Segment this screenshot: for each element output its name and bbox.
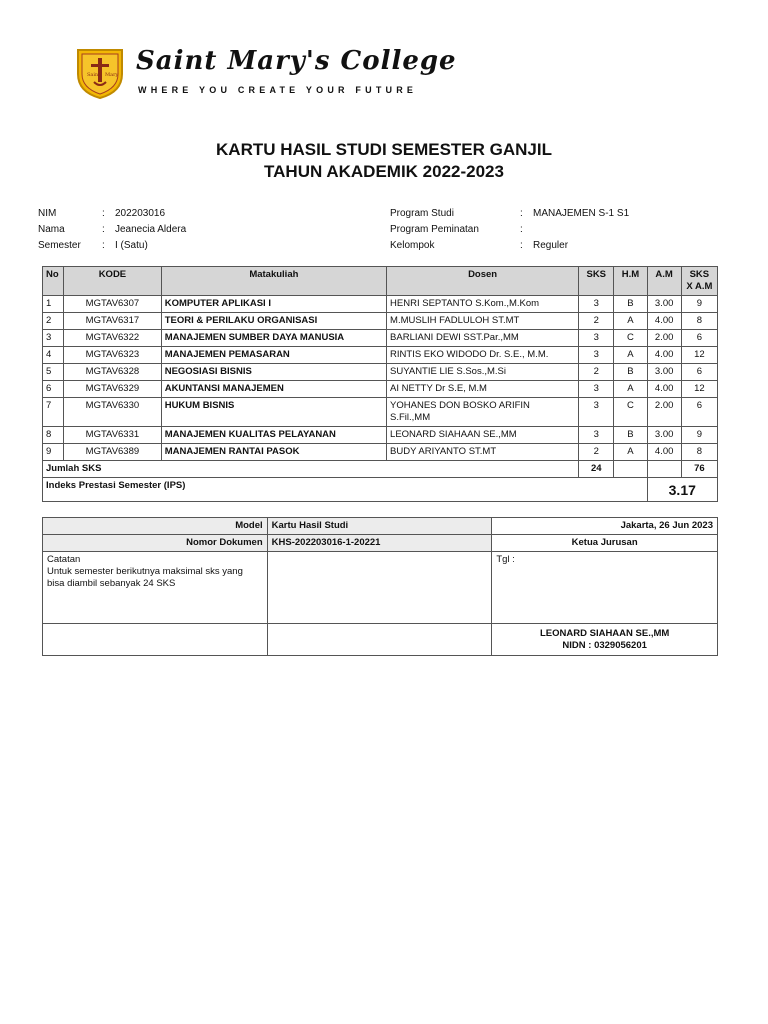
table-row [43,364,718,381]
cell-sks: 3 [579,330,614,347]
cell-dosen [387,296,579,313]
cell-am: 4.00 [647,381,681,398]
cell-sks: 3 [579,347,614,364]
cell-no: 3 [43,330,64,347]
letterhead [72,44,472,104]
semester-row: Semester : I (Satu) [38,238,186,254]
cell-matakuliah: AKUNTANSI MANAJEMEN [161,381,386,398]
cell-dosen [387,313,579,330]
cell-matakuliah: KOMPUTER APLIKASI I [161,296,386,313]
cell-no: 1 [43,296,64,313]
signer-cell [492,624,718,656]
dosen-line1: AI NETTY Dr S.E, M.M [390,383,487,394]
cell-am: 3.00 [647,296,681,313]
cell-hm: C [614,330,647,347]
cell-hm: B [614,427,647,444]
dosen-line1: YOHANES DON BOSKO ARIFIN [390,400,530,411]
cell-sks: 3 [579,296,614,313]
cell-matakuliah: NEGOSIASI BISNIS [161,364,386,381]
col-no: No [43,267,64,296]
jumlah-row [43,461,718,478]
prodi-value: MANAJEMEN S-1 S1 [533,208,630,219]
cell-am: 3.00 [647,427,681,444]
nomor-row [43,535,718,552]
dosen-line1: M.MUSLIH FADLULOH ST.MT [390,315,520,326]
nama-value: Jeanecia Aldera [115,224,187,235]
dosen-line1: SUYANTIE LIE S.Sos.,M.Si [390,366,506,377]
nama-label: Nama [38,224,65,235]
cell-dosen [387,381,579,398]
student-info-left [38,206,186,254]
jumlah-sks: 24 [579,461,614,478]
grades-table [42,266,718,502]
table-row [43,330,718,347]
model-row [43,518,718,535]
cell-sks: 3 [579,381,614,398]
svg-text:Mary: Mary [105,72,119,78]
table-row [43,427,718,444]
cell-kode: MGTAV6328 [64,364,162,381]
cell-kode: MGTAV6317 [64,313,162,330]
cell-hm: A [614,381,647,398]
table-header-row [43,267,718,296]
cell-kode: MGTAV6329 [64,381,162,398]
col-matakuliah: Matakuliah [161,267,386,296]
model-label: Model [43,518,268,535]
prodi-row: Program Studi : MANAJEMEN S-1 S1 [390,206,629,222]
ips-value: 3.17 [647,478,717,502]
dosen-line1: LEONARD SIAHAAN SE.,MM [390,429,517,440]
col-sks: SKS [579,267,614,296]
cell-no: 8 [43,427,64,444]
nim-value: 202203016 [115,208,166,219]
svg-text:Saint: Saint [87,72,101,78]
cell-am: 2.00 [647,398,681,427]
cell-dosen [387,330,579,347]
catatan-title: Catatan [47,554,81,565]
col-sks-am [681,267,717,296]
cell-matakuliah: MANAJEMEN SUMBER DAYA MANUSIA [161,330,386,347]
dosen-line1: BUDY ARIYANTO ST.MT [390,446,497,457]
cell-hm: B [614,364,647,381]
table-row [43,381,718,398]
document-title: KARTU HASIL STUDI SEMESTER GANJIL [216,140,552,159]
dosen-line1: BARLIANI DEWI SST.Par.,MM [390,332,519,343]
col-hm: H.M [614,267,647,296]
cell-hm: A [614,313,647,330]
nomor-label: Nomor Dokumen [43,535,268,552]
jumlah-label: Jumlah SKS [43,461,579,478]
col-kode: KODE [64,267,162,296]
nim-label: NIM [38,208,57,219]
table-row [43,398,718,427]
tgl-label: Tgl : [496,554,515,565]
cell-sks: 2 [579,364,614,381]
signer-row [43,624,718,656]
cell-sks-am: 9 [681,427,717,444]
cell-kode: MGTAV6322 [64,330,162,347]
col-sks-am-line1: SKS [689,269,710,280]
college-tagline: WHERE YOU CREATE YOUR FUTURE [138,85,418,95]
ips-row [43,478,718,502]
col-dosen: Dosen [387,267,579,296]
cell-kode: MGTAV6389 [64,444,162,461]
cell-no: 6 [43,381,64,398]
signer-nidn: NIDN : 0329056201 [562,639,647,651]
cell-hm: C [614,398,647,427]
cell-sks-am: 8 [681,444,717,461]
cell-matakuliah: MANAJEMEN PEMASARAN [161,347,386,364]
college-name: Saint Mary's College [136,46,457,76]
cell-hm: A [614,347,647,364]
cell-kode: MGTAV6323 [64,347,162,364]
catatan-line2: bisa diambil sebanyak 24 SKS [47,578,176,589]
cell-no: 7 [43,398,64,427]
semester-label: Semester [38,240,81,251]
dosen-line1: HENRI SEPTANTO S.Kom.,M.Kom [390,298,540,309]
dosen-line1: RINTIS EKO WIDODO Dr. S.E., M.M. [390,349,549,360]
kelompok-value: Reguler [533,240,569,251]
cell-dosen [387,444,579,461]
ketua-label: Ketua Jurusan [492,535,718,552]
nomor-value: KHS-202203016-1-20221 [267,535,492,552]
cell-matakuliah: TEORI & PERILAKU ORGANISASI [161,313,386,330]
table-row [43,347,718,364]
cell-sks-am: 6 [681,330,717,347]
cell-kode: MGTAV6331 [64,427,162,444]
cell-no: 5 [43,364,64,381]
student-info-right [390,206,629,254]
cell-sks-am: 12 [681,381,717,398]
semester-value: I (Satu) [115,240,148,251]
cell-hm: A [614,444,647,461]
catatan-cell [43,552,268,624]
nama-row: Nama : Jeanecia Aldera [38,222,186,238]
cell-matakuliah: MANAJEMEN RANTAI PASOK [161,444,386,461]
cell-no: 4 [43,347,64,364]
cell-am: 3.00 [647,364,681,381]
catatan-line1: Untuk semester berikutnya maksimal sks yang [47,566,243,577]
cell-kode: MGTAV6330 [64,398,162,427]
cell-sks-am: 9 [681,296,717,313]
academic-year-title: TAHUN AKADEMIK 2022-2023 [264,162,504,181]
nim-row: NIM : 202203016 [38,206,186,222]
catatan-row [43,552,718,624]
ips-label: Indeks Prestasi Semester (IPS) [43,478,648,502]
table-row [43,296,718,313]
col-sks-am-line2: X A.M [686,281,713,292]
cell-no: 9 [43,444,64,461]
cell-hm: B [614,296,647,313]
place-date: Jakarta, 26 Jun 2023 [492,518,718,535]
cell-matakuliah: MANAJEMEN KUALITAS PELAYANAN [161,427,386,444]
cell-sks: 3 [579,427,614,444]
cell-dosen [387,398,579,427]
cell-am: 4.00 [647,444,681,461]
cell-am: 4.00 [647,313,681,330]
table-row [43,313,718,330]
cell-sks: 2 [579,313,614,330]
cell-sks: 2 [579,444,614,461]
signature-block [42,517,718,656]
tgl-cell [492,552,718,624]
cell-sks-am: 6 [681,398,717,427]
cell-sks-am: 6 [681,364,717,381]
cell-sks-am: 12 [681,347,717,364]
cell-matakuliah: HUKUM BISNIS [161,398,386,427]
cell-am: 4.00 [647,347,681,364]
cell-sks-am: 8 [681,313,717,330]
dosen-line2: S.Fil.,MM [390,412,431,423]
jumlah-sks-am: 76 [681,461,717,478]
cell-am: 2.00 [647,330,681,347]
peminatan-row: Program Peminatan : [390,222,629,238]
college-crest-icon [72,44,128,100]
cell-no: 2 [43,313,64,330]
model-value: Kartu Hasil Studi [267,518,492,535]
prodi-label: Program Studi [390,208,454,219]
cell-dosen [387,427,579,444]
cell-dosen [387,347,579,364]
table-row [43,444,718,461]
blank-cell [267,552,492,624]
peminatan-label: Program Peminatan [390,224,479,235]
cell-dosen [387,364,579,381]
cell-sks: 3 [579,398,614,427]
cell-kode: MGTAV6307 [64,296,162,313]
col-am: A.M [647,267,681,296]
kelompok-row: Kelompok : Reguler [390,238,629,254]
signer-name: LEONARD SIAHAAN SE.,MM [540,627,670,639]
kelompok-label: Kelompok [390,240,435,251]
